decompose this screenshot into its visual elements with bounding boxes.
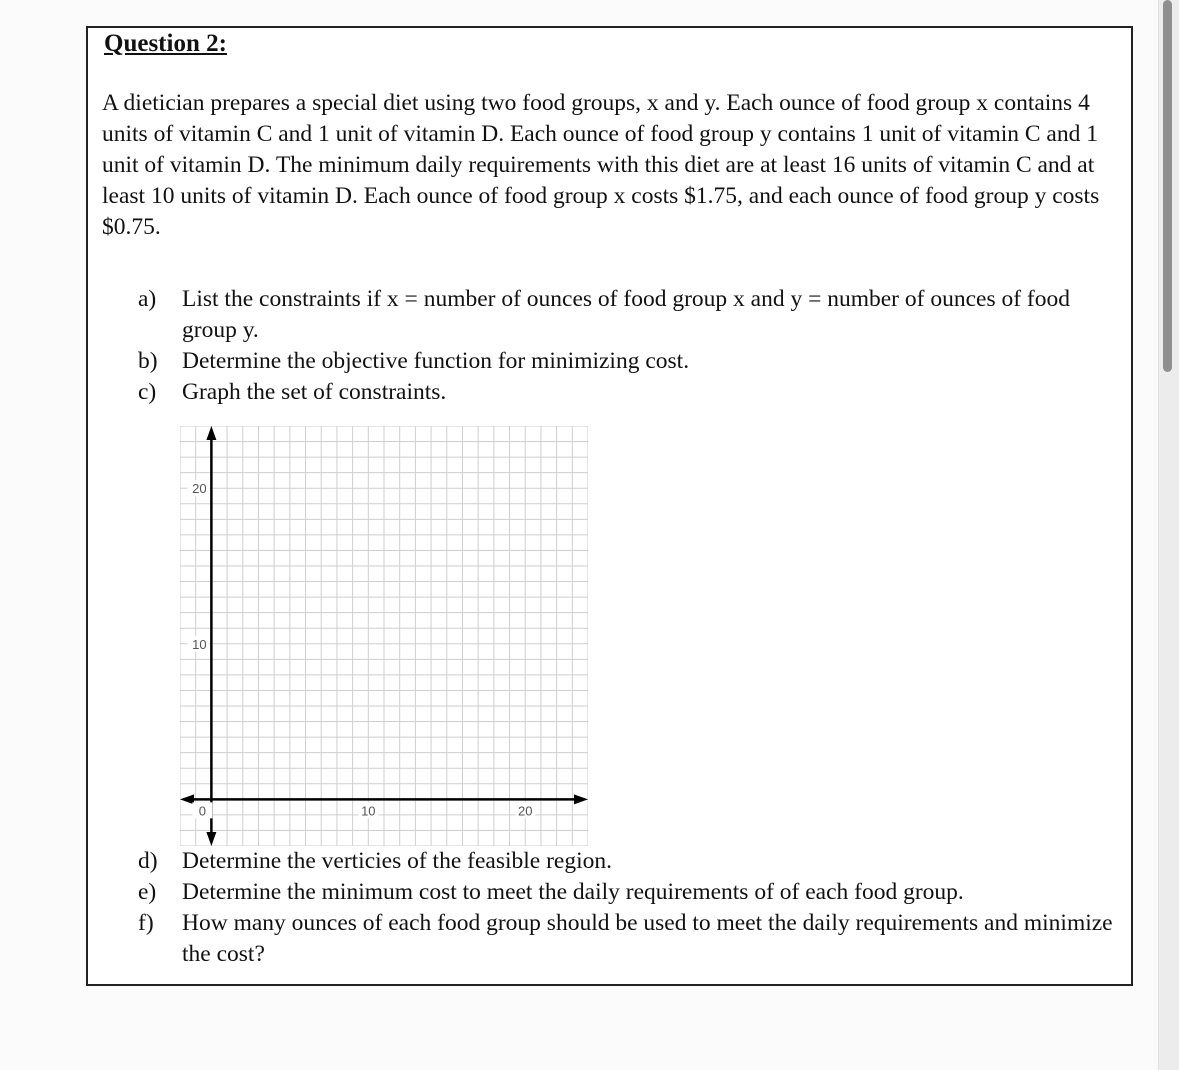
part-c: [138, 377, 1118, 408]
part-f: [138, 908, 1118, 970]
part-a-label: a): [138, 286, 157, 312]
part-d-label: d): [138, 848, 158, 874]
part-e: [138, 877, 1118, 908]
x-tick-label: 20: [517, 803, 533, 819]
part-f-text: How many ounces of each food group should be used to meet the daily requirements and minimize the cost?: [182, 910, 1113, 967]
x-axis-arrow-right: [574, 794, 588, 804]
part-a-text: List the constraints if x = number of ounces of food group x and y = number of ounces of food group y.: [182, 286, 1070, 343]
part-d-text: Determine the verticies of the feasible region.: [182, 848, 612, 874]
part-b-label: b): [138, 348, 158, 374]
part-d: [138, 846, 1118, 877]
y-axis-arrow-up: [206, 426, 216, 440]
y-tick-label: 10: [192, 636, 207, 652]
part-c-text: Graph the set of constraints.: [182, 379, 447, 405]
part-a: [138, 284, 1118, 346]
question-body: A dietician prepares a special diet using two food groups, x and y. Each ounce of food group x contains 4 units of vitamin C and 1 unit of vitamin D. Each ounce of food group y contains 1 unit of vitamin C and 1 unit of vitamin D. The minimum daily requirements with this diet are at least 16 units of vitamin C and at least 10 units of vitamin D. Each ounce of food group x costs $1.75, and each ounce of food group y costs $0.75.: [102, 90, 1100, 240]
part-f-label: f): [138, 910, 154, 936]
part-b-text: Determine the objective function for minimizing cost.: [182, 348, 690, 374]
constraint-graph: [180, 426, 588, 851]
y-axis-arrow-down: [206, 832, 216, 846]
scrollbar-thumb[interactable]: [1163, 0, 1172, 372]
y-tick-label: 20: [192, 481, 207, 497]
sub-questions-abc: [138, 284, 1118, 408]
part-e-text: Determine the minimum cost to meet the daily requirements of of each food group.: [182, 879, 964, 905]
x-tick-label: 10: [361, 803, 376, 819]
question-box: [86, 26, 1133, 986]
graph-svg: [180, 426, 588, 846]
part-b: [138, 346, 1118, 377]
grid-lines: [180, 426, 588, 846]
x-tick-label: 0: [198, 803, 207, 819]
x-axis-arrow-left: [180, 794, 194, 804]
sub-questions-def: [138, 846, 1118, 970]
question-title: Question 2:: [104, 30, 227, 57]
tick-labels: [187, 480, 535, 818]
part-e-label: e): [138, 879, 157, 905]
part-c-label: c): [138, 379, 157, 405]
